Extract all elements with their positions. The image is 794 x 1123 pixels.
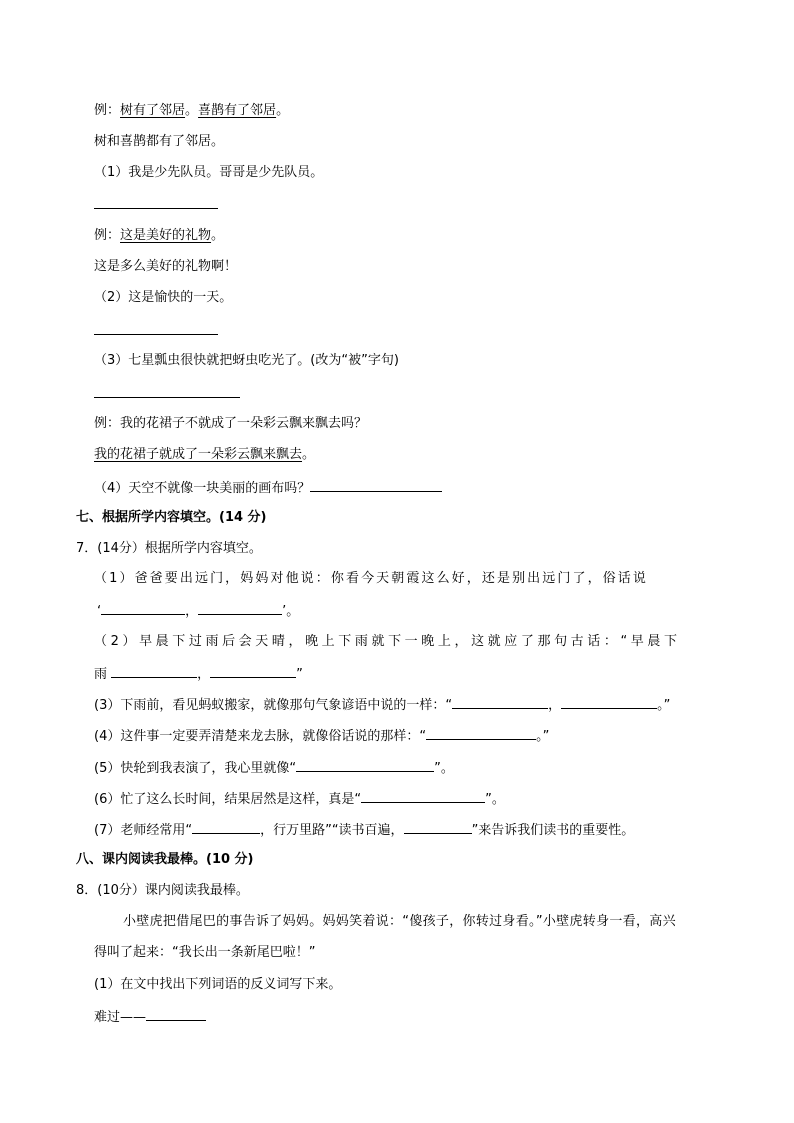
- example-3-answer: 我的花裙子就成了一朵彩云飘来飘去。: [94, 447, 316, 462]
- example-2-line: 例：这是美好的礼物。: [94, 228, 225, 243]
- item-7-1-line-a: （1）爸爸要出远门，妈妈对他说：你看今天朝霞这么好，还是别出远门了，俗话说: [94, 571, 648, 586]
- example-underlined: 这是美好的礼物: [120, 228, 212, 243]
- item-7-2-line-b: 雨 ， ”: [94, 663, 303, 685]
- example-1-answer: 树和喜鹊都有了邻居。: [94, 134, 225, 149]
- proverb-blank-7b[interactable]: [404, 819, 472, 834]
- item-7-6: (6）忙了这么长时间，结果居然是这样，真是“ ”。: [94, 788, 505, 810]
- example-underlined-b: 喜鹊有了邻居: [198, 103, 277, 118]
- example-3-line: 例：我的花裙子不就成了一朵彩云飘来飘去吗？: [94, 416, 368, 431]
- example-underlined-a: 树有了邻居: [120, 103, 186, 118]
- answer-blank-2[interactable]: [94, 334, 218, 335]
- proverb-blank-6[interactable]: [361, 788, 485, 803]
- example-1-line: 例：树有了邻居。喜鹊有了邻居。: [94, 103, 290, 118]
- question-4: （4）天空不就像一块美丽的画布吗？: [94, 477, 442, 499]
- proverb-blank-2b[interactable]: [210, 663, 296, 678]
- antonym-line: 难过——: [94, 1006, 206, 1028]
- example-2-answer: 这是多么美好的礼物啊！: [94, 259, 238, 274]
- item-8-1: (1）在文中找出下列词语的反义词写下来。: [94, 977, 342, 992]
- passage-line-1: 小壁虎把借尾巴的事告诉了妈妈。妈妈笑着说：“傻孩子，你转过身看。”小壁虎转身一看，高兴: [123, 914, 676, 929]
- question-7: 7．(14分）根据所学内容填空。: [76, 541, 262, 556]
- question-3: （3）七星瓢虫很快就把蚜虫吃光了。(改为“被”字句): [94, 353, 399, 368]
- item-7-2-line-a: （2）早晨下过雨后会天晴，晚上下雨就下一晚上，这就应了那句古话：“早晨下: [94, 634, 681, 649]
- item-7-4: (4）这件事一定要弄清楚来龙去脉，就像俗话说的那样：“ 。”: [94, 725, 549, 747]
- example-prefix: 例：: [94, 103, 121, 118]
- question-8: 8．(10分）课内阅读我最棒。: [76, 883, 249, 898]
- proverb-blank-2a[interactable]: [111, 663, 197, 678]
- section-7-heading: 七、根据所学内容填空。(14 分): [76, 510, 267, 525]
- proverb-blank-5[interactable]: [296, 757, 434, 772]
- answer-blank-1[interactable]: [94, 208, 218, 209]
- item-7-5: (5）快轮到我表演了，我心里就像“ ”。: [94, 757, 454, 779]
- section-8-heading: 八、课内阅读我最棒。(10 分): [76, 852, 254, 867]
- question-2: （2）这是愉快的一天。: [94, 290, 233, 305]
- question-1: （1）我是少先队员。哥哥是少先队员。: [94, 165, 324, 180]
- proverb-blank-7a[interactable]: [192, 819, 260, 834]
- item-7-3: (3）下雨前，看见蚂蚁搬家，就像那句气象谚语中说的一样：“ ， 。”: [94, 694, 670, 716]
- proverb-blank-3b[interactable]: [561, 694, 657, 709]
- item-7-7: (7）老师经常用“ ，行万里路”“读书百遍， ”来告诉我们读书的重要性。: [94, 819, 634, 841]
- item-7-1-line-b: ‘ ， ’。: [97, 600, 299, 622]
- answer-blank-3[interactable]: [94, 397, 240, 398]
- proverb-blank-3a[interactable]: [452, 694, 548, 709]
- proverb-blank-1a[interactable]: [101, 600, 185, 615]
- antonym-blank[interactable]: [146, 1006, 206, 1021]
- answer-blank-4[interactable]: [310, 477, 442, 492]
- proverb-blank-1b[interactable]: [198, 600, 282, 615]
- passage-line-2: 得叫了起来：“我长出一条新尾巴啦！”: [94, 945, 316, 960]
- proverb-blank-4[interactable]: [426, 725, 536, 740]
